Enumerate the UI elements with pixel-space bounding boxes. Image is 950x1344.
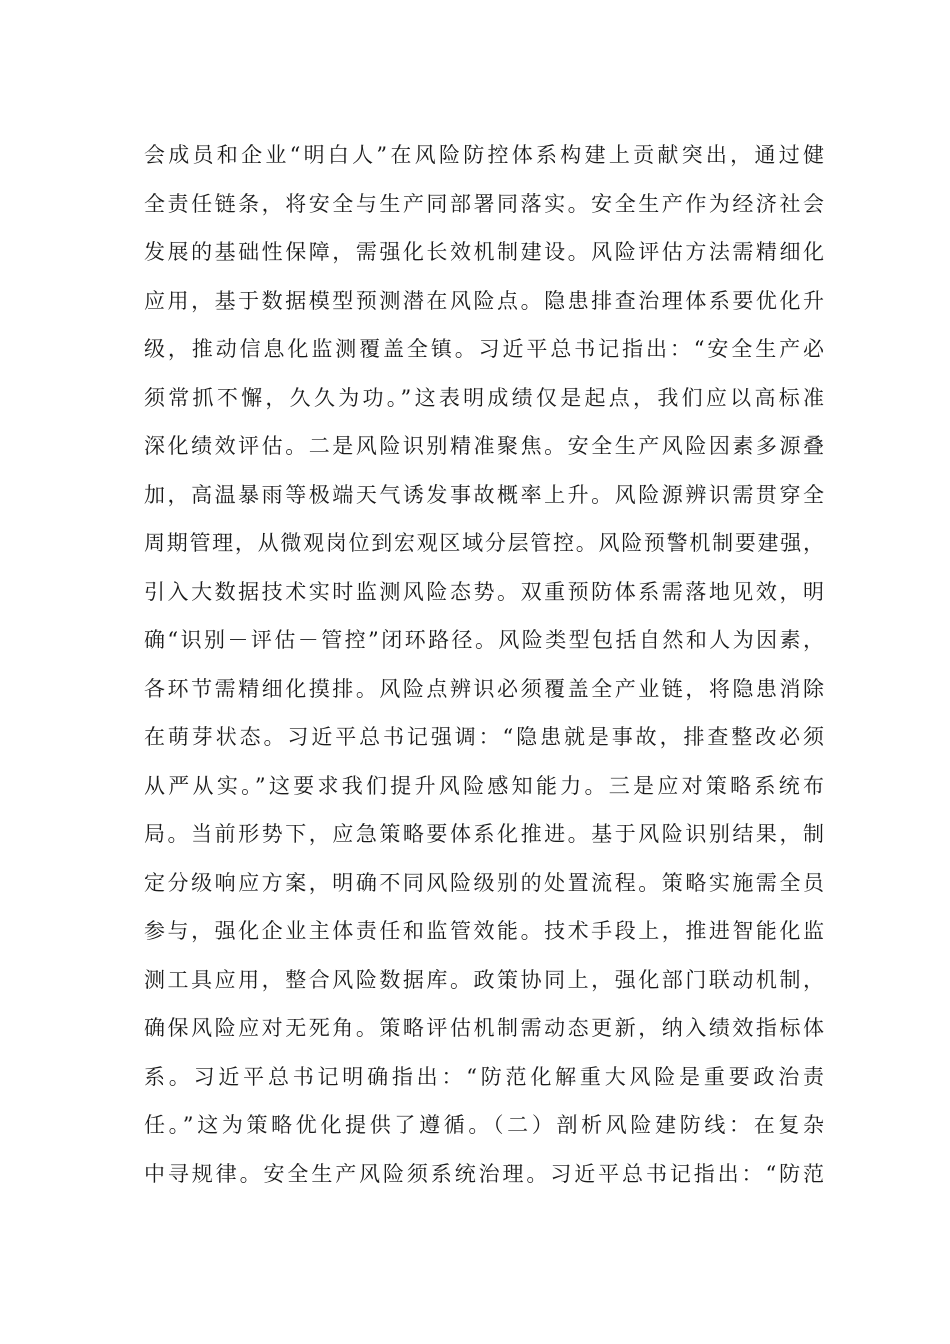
text-line: 确“识别－评估－管控”闭环路径。风险类型包括自然和人为因素，	[144, 628, 824, 652]
text-line: 应用，基于数据模型预测潜在风险点。隐患排查治理体系要优化升	[144, 288, 824, 313]
text-line: 发展的基础性保障，需强化长效机制建设。风险评估方法需精细化	[144, 240, 824, 264]
text-line: 定分级响应方案，明确不同风险级别的处置流程。策略实施需全员	[144, 870, 824, 895]
text-line: 全责任链条，将安全与生产同部署同落实。安全生产作为经济社会	[144, 191, 824, 216]
text-line: 在萌芽状态。习近平总书记强调：“隐患就是事故，排查整改必须	[144, 725, 824, 749]
text-line: 系。习近平总书记明确指出：“防范化解重大风险是重要政治责	[144, 1064, 824, 1089]
text-line: 引入大数据技术实时监测风险态势。双重预防体系需落地见效，明	[144, 579, 824, 604]
text-line: 从严从实。”这要求我们提升风险感知能力。三是应对策略系统布	[144, 773, 824, 798]
text-line: 深化绩效评估。二是风险识别精准聚焦。安全生产风险因素多源叠	[144, 434, 824, 458]
text-line: 各环节需精细化摸排。风险点辨识必须覆盖全产业链，将隐患消除	[144, 676, 824, 701]
text-line: 局。当前形势下，应急策略要体系化推进。基于风险识别结果，制	[144, 822, 824, 846]
text-line: 级，推动信息化监测覆盖全镇。习近平总书记指出：“安全生产必	[144, 337, 824, 361]
text-line: 周期管理，从微观岗位到宏观区域分层管控。风险预警机制要建强，	[144, 531, 824, 555]
text-line: 参与，强化企业主体责任和监管效能。技术手段上，推进智能化监	[144, 919, 824, 943]
text-line: 会成员和企业“明白人”在风险防控体系构建上贡献突出，通过健	[144, 143, 824, 167]
text-line: 中寻规律。安全生产风险须系统治理。习近平总书记指出：“防范	[144, 1161, 824, 1186]
text-line: 确保风险应对无死角。策略评估机制需动态更新，纳入绩效指标体	[144, 1016, 824, 1040]
text-line: 测工具应用，整合风险数据库。政策协同上，强化部门联动机制，	[144, 967, 824, 992]
text-line: 加，高温暴雨等极端天气诱发事故概率上升。风险源辨识需贯穿全	[144, 482, 824, 507]
body-text	[144, 131, 824, 1198]
text-line: 任。”这为策略优化提供了遵循。（二）剖析风险建防线：在复杂	[144, 1113, 824, 1137]
text-line: 须常抓不懈，久久为功。”这表明成绩仅是起点，我们应以高标准	[144, 385, 824, 410]
